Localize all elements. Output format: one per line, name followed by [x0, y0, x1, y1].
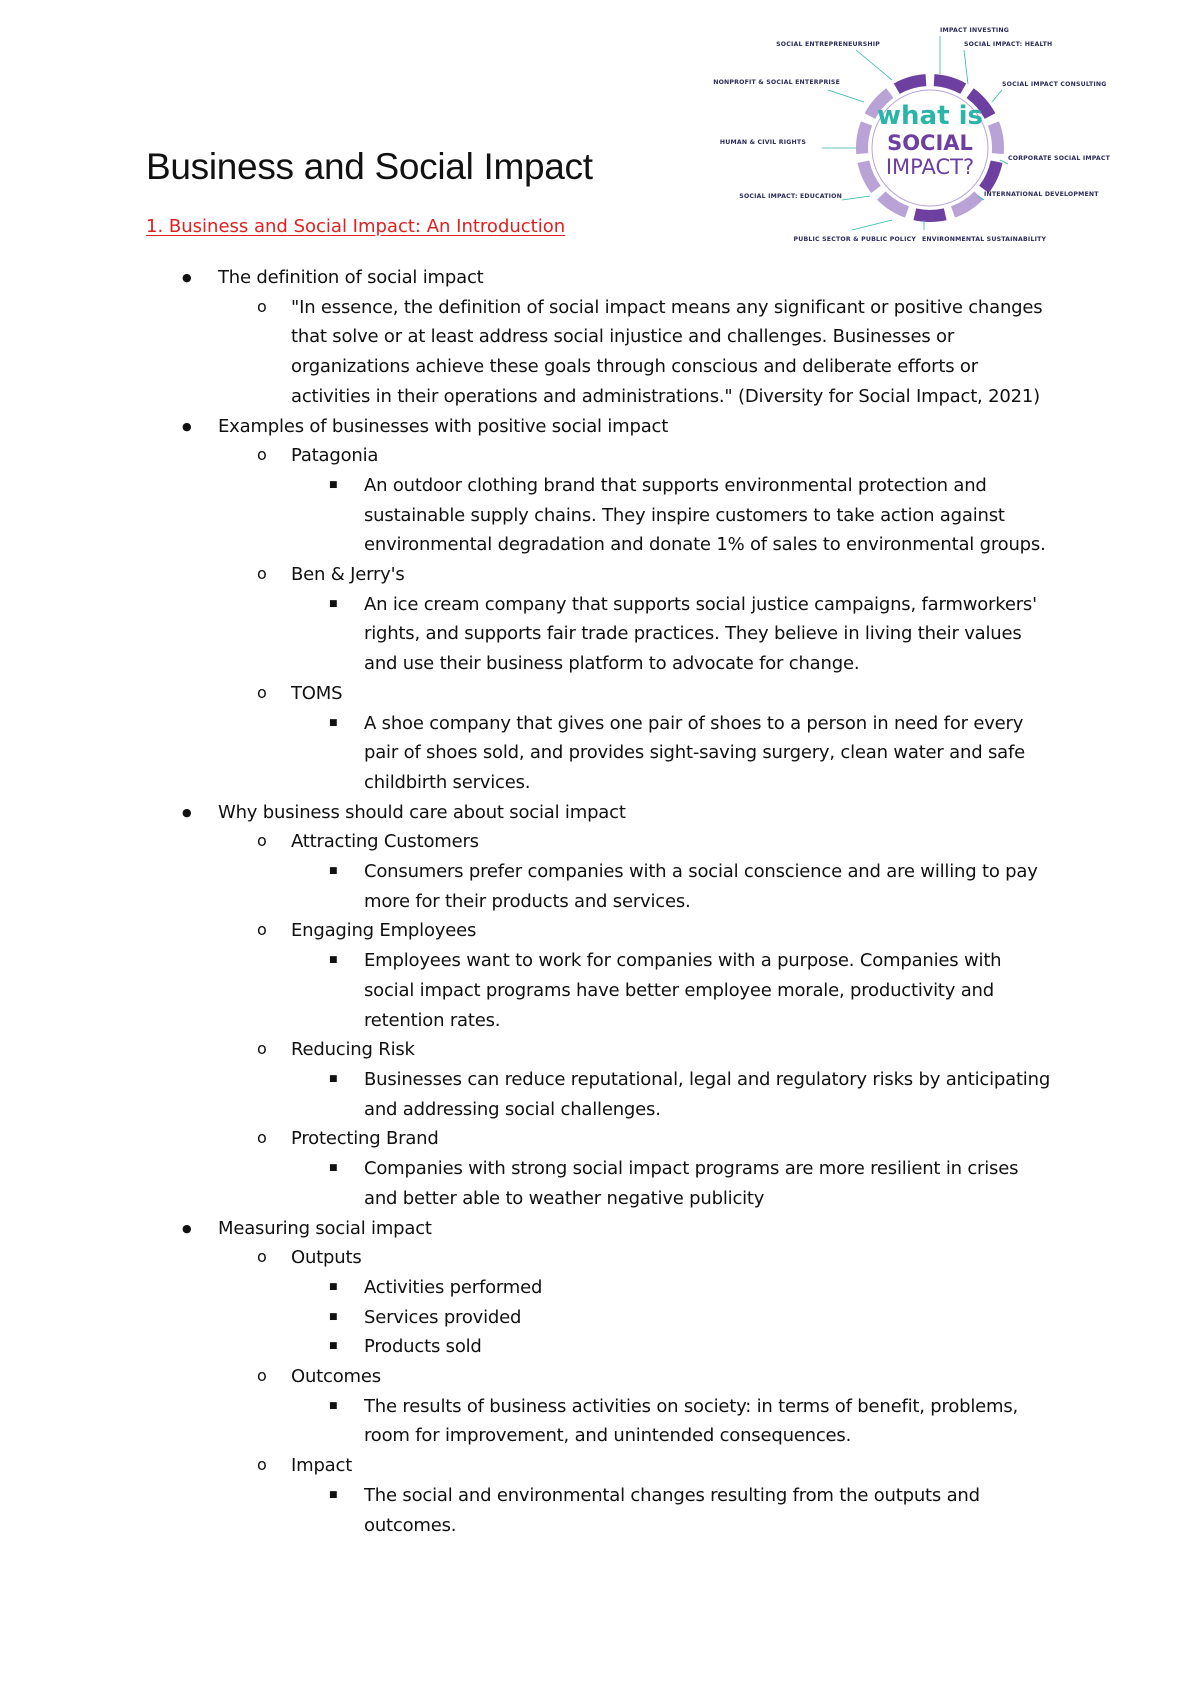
outline-item-level-2	[0, 827, 1200, 916]
outline-text-line: o Outcomes	[291, 1366, 381, 1388]
outline-sublist	[0, 1065, 1200, 1124]
outline-item-level-1	[0, 263, 1200, 412]
outline-item-level-2	[0, 679, 1200, 798]
center-line-3: IMPACT?	[885, 155, 975, 179]
outline-text-line: o Impact	[291, 1455, 353, 1477]
outline-text-line: and use their business platform to advocate for change.	[364, 653, 860, 675]
outline-sublist	[0, 1243, 1200, 1540]
category-label: SOCIAL ENTREPRENEURSHIP	[776, 41, 880, 48]
outline-text-line: ■ Employees want to work for companies with a purpose. Companies with	[364, 950, 1002, 972]
ring-segment	[877, 191, 909, 217]
category-label: INTERNATIONAL DEVELOPMENT	[984, 191, 1099, 198]
label-connector	[852, 220, 892, 230]
outline-text-line: ● Examples of businesses with positive social impact	[218, 415, 669, 437]
outline-item-level-3	[0, 1481, 1200, 1540]
outline-text-line: o Ben & Jerry's	[291, 564, 405, 586]
outline-item-level-3	[0, 1332, 1200, 1362]
outline-item-level-2	[0, 441, 1200, 560]
label-connector	[856, 50, 892, 80]
outline-text-line: ■ An outdoor clothing brand that supports environmental protection and	[364, 474, 987, 496]
outline-text-line: retention rates.	[364, 1009, 501, 1031]
outline-text-line: more for their products and services.	[364, 890, 691, 912]
outline-sublist	[0, 857, 1200, 916]
document-title: Business and Social Impact	[146, 146, 593, 187]
outline-text-line: o TOMS	[291, 682, 343, 704]
outline-text-line: o Reducing Risk	[291, 1039, 415, 1061]
outline-text-line: ■ Products sold	[364, 1336, 482, 1358]
category-label: HUMAN & CIVIL RIGHTS	[719, 139, 806, 146]
label-connector	[964, 50, 968, 84]
outline-sublist	[0, 293, 1200, 412]
outline-text-line: room for improvement, and unintended consequences.	[364, 1425, 852, 1447]
outline-sublist	[0, 1273, 1200, 1362]
center-line-1: what is	[877, 101, 983, 131]
outline-text-line: ● The definition of social impact	[218, 267, 484, 288]
outline-text-line: pair of shoes sold, and provides sight-saving surgery, clean water and safe	[364, 742, 1025, 764]
outline-text-line: and addressing social challenges.	[364, 1098, 661, 1120]
outline-item-level-2	[0, 1124, 1200, 1213]
outline-item-level-2	[0, 1035, 1200, 1124]
category-label: CORPORATE SOCIAL IMPACT	[1008, 155, 1111, 162]
ring-segment	[856, 121, 872, 154]
outline-sublist	[0, 1392, 1200, 1451]
category-label: SOCIAL IMPACT: HEALTH	[964, 41, 1053, 48]
outline-text-line: o Patagonia	[291, 445, 379, 467]
outline-text-line: ■ Companies with strong social impact programs are more resilient in crises	[364, 1158, 1019, 1180]
outline-text-line: organizations achieve these goals through conscious and deliberate efforts or	[291, 356, 978, 378]
outline-text-line: childbirth services.	[364, 771, 531, 793]
outline-sublist	[0, 946, 1200, 1035]
outline-sublist	[0, 1154, 1200, 1213]
category-label: PUBLIC SECTOR & PUBLIC POLICY	[793, 236, 916, 243]
outline-text-line: rights, and supports fair trade practices. They believe in living their values	[364, 623, 1022, 645]
outline-text-line: sustainable supply chains. They inspire customers to take action against	[364, 504, 1005, 526]
outline-text-line: ■ Consumers prefer companies with a social conscience and are willing to pay	[364, 861, 1038, 883]
outline-text-line: activities in their operations and administrations." (Diversity for Social Impact, 2021)	[291, 385, 1040, 407]
outline-text-line: ■ The social and environmental changes resulting from the outputs and	[364, 1484, 980, 1506]
center-line-2: SOCIAL	[887, 131, 973, 155]
outline-text-line: o Attracting Customers	[291, 831, 479, 853]
outline-text-line: ■ The results of business activities on society: in terms of benefit, problems,	[364, 1395, 1019, 1417]
outline-item-level-2	[0, 293, 1200, 412]
label-connector	[828, 90, 864, 102]
outline-item-level-1	[0, 798, 1200, 1214]
outline-text-line: ■ Services provided	[364, 1306, 522, 1328]
outline-text-line: o "In essence, the definition of social impact means any significant or positive changes	[291, 296, 1043, 318]
outline-text-line: environmental degradation and donate 1% of sales to environmental groups.	[364, 534, 1046, 556]
outline-text-line: ■ Businesses can reduce reputational, legal and regulatory risks by anticipating	[364, 1068, 1051, 1090]
outline-sublist	[0, 590, 1200, 679]
category-label: SOCIAL IMPACT: EDUCATION	[739, 193, 842, 200]
section-heading-link[interactable]: 1. Business and Social Impact: An Introduction	[146, 216, 566, 237]
bullet-outline	[0, 263, 1200, 1540]
outline-item-level-3	[0, 857, 1200, 916]
outline-text-line: and better able to weather negative publicity	[364, 1187, 765, 1209]
category-label: NONPROFIT & SOCIAL ENTERPRISE	[713, 79, 840, 86]
outline-sublist	[0, 827, 1200, 1213]
outline-item-level-1	[0, 1214, 1200, 1541]
ring-segment	[858, 160, 881, 193]
outline-text-line: that solve or at least address social injustice and challenges. Businesses or	[291, 326, 955, 348]
ring-segment	[951, 191, 983, 217]
outline-text-line: o Protecting Brand	[291, 1128, 439, 1150]
outline-text-line: outcomes.	[364, 1514, 457, 1536]
outline-item-level-3	[0, 590, 1200, 679]
outline-item-level-1	[0, 412, 1200, 798]
outline-item-level-2	[0, 916, 1200, 1035]
outline-text-line: ■ An ice cream company that supports social justice campaigns, farmworkers'	[364, 593, 1037, 615]
outline-text-line: social impact programs have better employee morale, productivity and	[364, 979, 994, 1001]
outline-item-level-3	[0, 1273, 1200, 1303]
outline-item-level-2	[0, 560, 1200, 679]
outline-text-line: ■ Activities performed	[364, 1276, 543, 1298]
category-label: ENVIRONMENTAL SUSTAINABILITY	[922, 236, 1047, 243]
outline-item-level-3	[0, 946, 1200, 1035]
outline-item-level-3	[0, 709, 1200, 798]
outline-text-line: o Engaging Employees	[291, 920, 477, 942]
outline-text-line: ● Measuring social impact	[218, 1217, 432, 1239]
outline-sublist	[0, 1481, 1200, 1540]
outline-item-level-3	[0, 1303, 1200, 1333]
category-label: IMPACT INVESTING	[940, 27, 1010, 34]
what-is-social-impact-graphic	[713, 24, 1111, 274]
outline-sublist	[0, 709, 1200, 798]
ring-segment	[913, 208, 946, 222]
ring-segment	[979, 160, 1002, 193]
outline-item-level-2	[0, 1362, 1200, 1451]
outline-item-level-3	[0, 1392, 1200, 1451]
label-connector	[992, 90, 1002, 102]
outline-item-level-3	[0, 1154, 1200, 1213]
ring-segment	[988, 121, 1004, 154]
label-connector	[842, 196, 870, 200]
outline-sublist	[0, 471, 1200, 560]
outline-sublist	[0, 441, 1200, 797]
outline-item-level-2	[0, 1243, 1200, 1362]
outline-text-line: ■ A shoe company that gives one pair of shoes to a person in need for every	[364, 712, 1024, 734]
outline-text-line: ● Why business should care about social impact	[218, 801, 626, 823]
outline-text-line: o Outputs	[291, 1247, 362, 1269]
outline-item-level-3	[0, 1065, 1200, 1124]
outline-item-level-2	[0, 1451, 1200, 1540]
outline-item-level-3	[0, 471, 1200, 560]
category-label: SOCIAL IMPACT CONSULTING	[1002, 81, 1107, 88]
